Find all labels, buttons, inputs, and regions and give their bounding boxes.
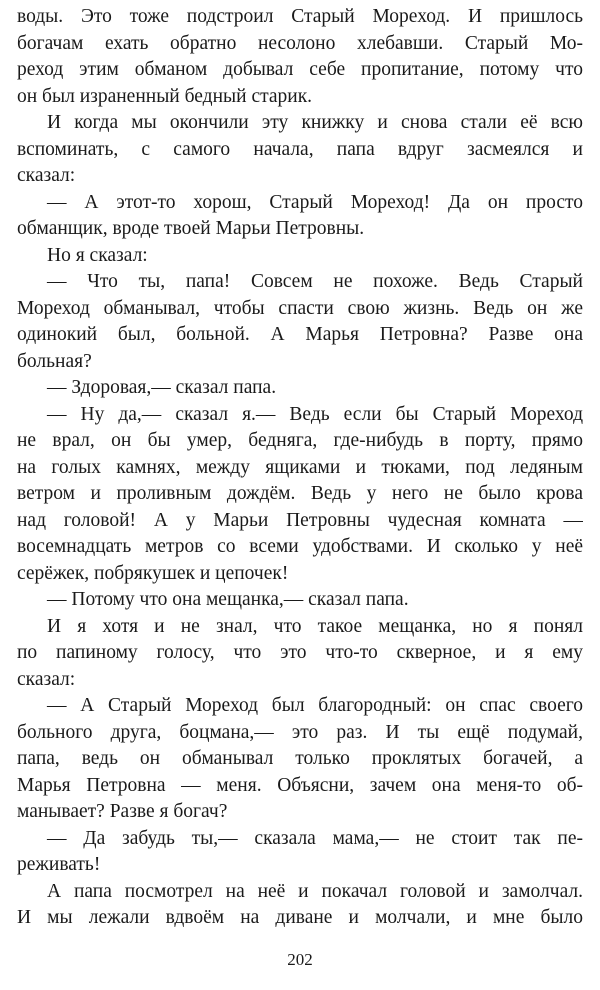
- text-line: обманщик, вроде твоей Марьи Петровны.: [17, 218, 365, 239]
- text-line: Марья Петровна — меня. Объясни, зачем она меня-то об-: [17, 774, 583, 796]
- text-line: — Да забудь ты,— сказала мама,— не стоит так пе-: [47, 827, 583, 849]
- text-line: больная?: [17, 350, 92, 372]
- page-number: 202: [287, 950, 313, 969]
- text-line: вспоминать, с самого начала, папа вдруг засмеялся и: [17, 138, 583, 160]
- text-line: А папа посмотрел на неё и покачал головой и замолчал.: [47, 880, 583, 902]
- text-line: — Ну да,— сказал я.— Ведь если бы Старый Мореход: [47, 403, 583, 425]
- text-line: сказал:: [17, 668, 76, 690]
- text-line: папа, ведь он обманывал только проклятых богачей, а: [17, 748, 583, 769]
- text-line: на голых камнях, между ящиками и тюками, под ледяным: [17, 456, 583, 478]
- text-line: — Потому что она мещанка,— сказал папа.: [47, 589, 409, 610]
- text-line: реживать!: [17, 854, 101, 875]
- text-line: — А Старый Мореход был благородный: он спас своего: [47, 695, 583, 716]
- text-line: он был израненный бедный старик.: [17, 85, 313, 107]
- text-line: ветром и проливным дождём. Ведь у него не было крова: [17, 483, 583, 504]
- text-line: над головой! А у Марьи Петровны чудесная комната —: [17, 509, 583, 531]
- text-line: больного друга, боцмана,— это раз. И ты ещё подумай,: [17, 721, 583, 743]
- text-line: — А этот-то хорош, Старый Мореход! Да он просто: [47, 191, 583, 213]
- text-line: серёжек, побрякушек и цепочек!: [17, 562, 289, 584]
- text-line: — Здоровая,— сказал папа.: [47, 377, 277, 398]
- text-line: И когда мы окончили эту книжку и снова стали её всю: [47, 112, 583, 133]
- text-line: воды. Это тоже подстроил Старый Мореход. И пришлось: [17, 6, 583, 27]
- text-line: богачам ехать обратно несолоно хлебавши. Старый Мо-: [17, 32, 583, 54]
- text-line: Но я сказал:: [47, 244, 148, 266]
- text-line: одинокий был, больной. А Марья Петровна? Разве она: [17, 324, 583, 345]
- text-line: не врал, он бы умер, бедняга, где-нибудь в порту, прямо: [17, 430, 583, 451]
- text-line: И мы лежали вдвоём на диване и молчали, и мне было: [17, 907, 583, 928]
- text-line: по папиному голосу, что это что-то скверное, и я ему: [17, 642, 583, 663]
- text-line: восемнадцать метров со всеми удобствами. И сколько у неё: [17, 536, 583, 557]
- page-body-text: [17, 4, 583, 932]
- text-line: сказал:: [17, 165, 76, 186]
- text-line: — Что ты, папа! Совсем не похоже. Ведь Старый: [47, 271, 583, 292]
- text-line: И я хотя и не знал, что такое мещанка, но я понял: [47, 615, 583, 637]
- text-line: Мореход обманывал, чтобы спасти свою жизнь. Ведь он же: [17, 297, 583, 319]
- text-line: манывает? Разве я богач?: [17, 801, 228, 822]
- text-line: реход этим обманом добывал себе пропитание, потому что: [17, 59, 583, 80]
